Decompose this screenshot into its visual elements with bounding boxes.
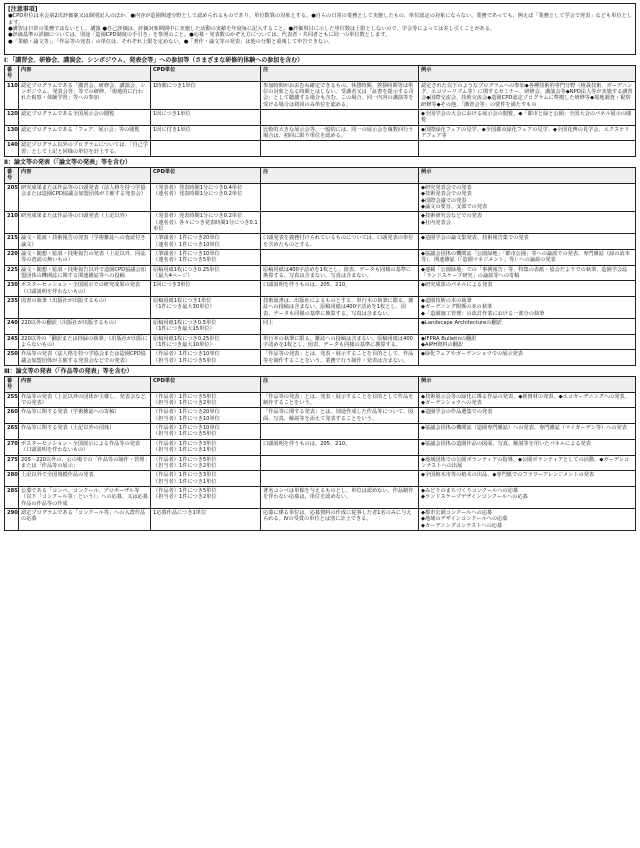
column-header: 注 xyxy=(261,66,419,82)
row-note xyxy=(261,110,419,126)
column-header: 注 xyxy=(261,377,419,393)
row-example: 認定された以下のようなプログラムへの参加◆各種技術的専門分野（植栽技術、ガーデニング、エコツーリズム等）に関するセミナー、研修会、講演会等◆NPO法人等が実施する講習会◆国際交流会、技術交流会◆造園CPD認定プログラムに準拠した研修等◆現地調査・視察研修等◆その他、「講習会等」の要件を満たすもの xyxy=(419,81,636,109)
section-title: Ⅰ：「講習会、研修会、講演会、シンポジウム、発表会等」への参加等（さまざまな研修的体験への参加を含む） xyxy=(4,57,304,64)
row-number: 110 xyxy=(5,81,19,109)
table-header-row xyxy=(5,168,636,184)
row-cpd-units: （筆頭者）1件につき10単位 （連名者）1件につき5単位 xyxy=(151,249,261,265)
row-example: ◆全国学会の大会における展示会の閲覧、◆「都市と緑と公園」全国大会のパネル展示の閲覧 xyxy=(419,110,636,126)
table-row xyxy=(5,471,636,487)
row-content: 認定プログラムである全国展示会の閲覧 xyxy=(19,110,151,126)
notes-line: ●「業績・論文等」、「作品等の発表」の単位は、それぞれ上限を定めない。●「著作・論文等の発表」は他の分類と重複して申告できない。 xyxy=(8,38,334,45)
row-example: ◆協議会団体の機関誌「公園緑地」「都市公園」等への論説での発表、専門雑誌（緑の読本等）、関連雑誌（「造園マネジメント」等）への論説の発表 xyxy=(419,249,636,265)
row-content: ポスターセッション・全国展示による作品等の発表（口頭説明を伴わないもの） xyxy=(19,439,151,455)
table-row xyxy=(5,265,636,281)
row-example: ◆国際緑化フェアの見学、◆全国都市緑化フェアの見学、◆全国花博の見学会、エクステリアフェア等 xyxy=(419,125,636,141)
row-cpd-units: 1時間につき1単位 xyxy=(151,81,261,109)
row-content: 作品等の発表（上記以外の団体が主催し、発表会などでの発表） xyxy=(19,392,151,408)
table-row xyxy=(5,249,636,265)
row-content: 認定プログラム以外のプログラムについては、「自己学習」として上記と同様の単位を計上する。 xyxy=(19,141,151,157)
row-number: 250 xyxy=(5,350,19,366)
row-content: 220以外の「翻訳または抄録の執筆」（出版社が出版によらないもの） xyxy=(19,334,151,350)
row-note: 口頭説明を伴うものは、205、210。 xyxy=(261,439,419,455)
row-content: 論文・総説・技術報告の発表（学術雑誌への査読付き論文） xyxy=(19,234,151,250)
row-cpd-units: （作品者）1件につき3単位 （担当者）1件につき1単位 xyxy=(151,439,261,455)
row-number: 205 xyxy=(5,183,19,211)
row-content: 論文・随想・総説・技術報告の発表（上記以外、同誌等の査読の無いもの） xyxy=(19,249,151,265)
row-cpd-units: 1回につき3単位 xyxy=(151,281,261,297)
row-number: 235 xyxy=(5,296,19,318)
row-number: 255 xyxy=(5,392,19,408)
column-header: 内容 xyxy=(19,66,151,82)
table-row xyxy=(5,439,636,455)
row-note: 著名コンペは単独を与えるものとし、単位は認めない。作品制作を伴わない応募は、単位を認めない。 xyxy=(261,486,419,508)
row-cpd-units: 原稿用紙1枚につき1単位 （1件につき最大30単位） xyxy=(151,296,261,318)
cpd-table xyxy=(4,167,636,366)
row-content: 公募である「コンペ、コンクール、プロポーザル等（以下「コンクール等」という）」への応募、又は応募作品の作品等の作成 xyxy=(19,486,151,508)
row-cpd-units: 原稿用紙1枚につき0.25単位 （1件につき最大10単位） xyxy=(151,334,261,350)
row-note: 「作品等の発表」とは、発表・展示することを目的として、作品等を制作することをいう。業務で行う制作・発表は含まない。 xyxy=(261,350,419,366)
notes-title: [注意事項] xyxy=(8,6,38,13)
column-header: 番号 xyxy=(5,168,19,184)
row-example: ◆全国植木市等の植木の出品、◆専門紙でのフラワーアレンジメントの発表 xyxy=(419,471,636,487)
row-note xyxy=(261,141,419,157)
row-number: 280 xyxy=(5,471,19,487)
row-content: 論文・随想・総説・技術報告以外で造園CPD協議会加盟団体の機関誌に関する関連雑誌等への投稿 xyxy=(19,265,151,281)
table-row xyxy=(5,319,636,335)
row-number: 265 xyxy=(5,424,19,440)
row-content: 研究成果または作品等の口頭発表（法人格を持つ学協会または造園CPD協議会加盟団体が主催する発表会） xyxy=(19,183,151,211)
row-number: 210 xyxy=(5,212,19,234)
table-row xyxy=(5,125,636,141)
row-number: 275 xyxy=(5,455,19,471)
row-cpd-units: 原稿用紙1枚につき0.25単位 （最大4ページ） xyxy=(151,265,261,281)
row-note: 「作品等の発表」とは、発表・展示することを目的として作品を制作することをいう。 xyxy=(261,392,419,408)
row-cpd-units: （作品者）1件につき10単位 （担当者）1件につき5単位 xyxy=(151,350,261,366)
row-example: ◆研究成果のパネルによる発表 xyxy=(419,281,636,297)
document-page xyxy=(4,3,636,842)
row-content: 作品等の発表（法人格を持つ学協会または造園CPD協議会加盟団体が主催する発表会などでの発表） xyxy=(19,350,151,366)
row-number: 260 xyxy=(5,408,19,424)
row-content: 上記以外で全国規模作品の発表 xyxy=(19,471,151,487)
row-note: 参加時間がおおむね確定できるもの。休憩時間、挨拶時間等は単位の対象となる時間とはしない。受講者又は「証書を提示する司会」として聴講する場合も含む。この場合、同一内容の講演等を受ける場合は初回のみ単位を認める。 xyxy=(261,81,419,109)
row-note: 比較的大きな展示会等。一般的には、同一の展示会を複数回行う場合は、初回に限り単位を認める。 xyxy=(261,125,419,141)
row-number: 215 xyxy=(5,234,19,250)
row-example: ◆研究発表会での発表 ◆技術発表会での発表 ◆国際会議での発表 ◆論文の要旨、支部での発表 xyxy=(419,183,636,211)
row-note: 同上 xyxy=(261,319,419,335)
row-cpd-units: （発表者）発表時間1分につき0.2単位 （連名者）各々につき発表時間1分につき0.1単位 xyxy=(151,212,261,234)
row-note: 応募に係る単位は、応募資料の作成に従事した者1名のみに与えられる。Ⅳの受賞の単位とは別に計上できる。 xyxy=(261,508,419,530)
row-note xyxy=(261,212,419,234)
row-example: ◆緑化フェアやガーデンショウでの展示発表 xyxy=(419,350,636,366)
row-cpd-units: （作品者）1件につき5単位 （担当者）1件につき2単位 xyxy=(151,455,261,471)
sections-container xyxy=(4,57,636,531)
row-note xyxy=(261,471,419,487)
row-cpd-units: （作品者）1件につき10単位 （担当者）1件につき5単位 xyxy=(151,424,261,440)
row-example: ◆技術研究会などでの発表 ◆社内発表会 xyxy=(419,212,636,234)
row-example: ◆技術展示会等の緑化に係る作品の発表、◆新資材の発表、◆エコガーデニングへの発表、◆ガーデンショウへの発表 xyxy=(419,392,636,408)
row-note xyxy=(261,455,419,471)
column-header: 番号 xyxy=(5,66,19,82)
column-header: 内容 xyxy=(19,377,151,393)
table-row xyxy=(5,212,636,234)
row-example: ◆IFPRA Bulletinの翻訳 ◆AIPH資料の翻訳 xyxy=(419,334,636,350)
table-row xyxy=(5,455,636,471)
row-number: 130 xyxy=(5,125,19,141)
table-row xyxy=(5,424,636,440)
row-example: ◆協議会団体の機関誌（造園専門雑誌）への発表、専門雑誌（マイガーデン等）への発表 xyxy=(419,424,636,440)
row-number: 230 xyxy=(5,281,19,297)
row-note: 単行本の執筆に限る。雑誌への投稿は含まない。原稿用紙は400字詰めを1枚とし、図表、データも同様の基準に換算する。 xyxy=(261,334,419,350)
row-content: 研究成果または作品等の口頭発表（上記以外） xyxy=(19,212,151,234)
section-title: Ⅱ：論文等の発表（「論文等の発表」等を含む） xyxy=(4,159,131,167)
row-cpd-units: （作品者）1件につき5単位 （担当者）1件につき2単位 xyxy=(151,392,261,408)
row-cpd-units: 1回に付き1単位 xyxy=(151,125,261,141)
notes-box xyxy=(4,3,636,55)
table-row xyxy=(5,350,636,366)
row-note: 口頭発表を義務付けられているものについては、口頭発表の単位を含めたものとする。 xyxy=(261,234,419,250)
row-content: 認定プログラムである「講習会、研修会、講演会、シンポジウム、発表会等」等での研修、「現地的に行われた視察・体験学習」等への参加 xyxy=(19,81,151,109)
row-number: 240 xyxy=(5,319,19,335)
row-note: 「作品等に関する発表」とは、別途作成した作品等について、図面、写真、解説等を添えて発表することをいう。 xyxy=(261,408,419,424)
cpd-table xyxy=(4,65,636,157)
row-number: 220 xyxy=(5,249,19,265)
row-number: 290 xyxy=(5,508,19,530)
column-header: 注 xyxy=(261,168,419,184)
table-header-row xyxy=(5,66,636,82)
row-note xyxy=(261,249,419,265)
row-example: ◆Landscape Architectureの翻訳 xyxy=(419,319,636,335)
column-header: CPD単位 xyxy=(151,168,261,184)
row-content: 図書の執筆（出版社が出版するもの） xyxy=(19,296,151,318)
row-content: 作品等に関する発表（学術雑誌への寄稿） xyxy=(19,408,151,424)
row-cpd-units: （筆頭者）1件につき20単位 （連名者）1件につき10単位 xyxy=(151,234,261,250)
row-content: 認定プログラムである「コンクール等」への入賞作品の応募 xyxy=(19,508,151,530)
row-cpd-units: 1応募作品につき1単位 xyxy=(151,508,261,530)
table-row xyxy=(5,508,636,530)
row-note: 口頭説明を伴うものは、205、210。 xyxy=(261,281,419,297)
row-cpd-units: （作品者）1件につき3単位 （担当者）1件につき1単位 xyxy=(151,471,261,487)
row-example: ◆みどりのまちづくりコンクールへの応募 ◆ランドスケープデザインコンクールへの応募 xyxy=(419,486,636,508)
table-row xyxy=(5,110,636,126)
row-content: 認定プログラムである「フェア、展示会」等の閲覧 xyxy=(19,125,151,141)
table-header-row xyxy=(5,377,636,393)
row-cpd-units: 1回につき1単位 xyxy=(151,110,261,126)
row-number: 285 xyxy=(5,486,19,508)
row-example xyxy=(419,141,636,157)
row-example: ◆協議会団体の造園作品の図面、写真、解説等を用いたパネルによる発表 xyxy=(419,439,636,455)
table-row xyxy=(5,486,636,508)
row-number: 225 xyxy=(5,265,19,281)
column-header: CPD単位 xyxy=(151,377,261,393)
row-content: 作品等に関する発表（上記以外の団体） xyxy=(19,424,151,440)
table-row xyxy=(5,81,636,109)
column-header: 番号 xyxy=(5,377,19,393)
row-example: ◆造園学会の作品選集での発表 xyxy=(419,408,636,424)
row-cpd-units: （作品者）1件につき20単位 （担当者）1件につき10単位 xyxy=(151,408,261,424)
row-cpd-units: 原稿用紙1枚につき0.5単位 （1件につき最大15単位） xyxy=(151,319,261,335)
column-header: CPD単位 xyxy=(151,66,261,82)
row-number: 140 xyxy=(5,141,19,157)
row-cpd-units xyxy=(151,141,261,157)
column-header: 例示 xyxy=(419,168,636,184)
row-cpd-units: （発表者）発表時間1分につき0.4単位 （連名者）発表時間1分につき0.2単位 xyxy=(151,183,261,211)
row-example: ◆都市公園コンクールへの応募 ◆地域のデザインコンクールへの応募 ◆ガーデニングコンテストへの応募 xyxy=(419,508,636,530)
row-content: 205～220以外の、公の場での「作品等の制作・管理」または「作品等の展示」 xyxy=(19,455,151,471)
table-row xyxy=(5,296,636,318)
row-number: 245 xyxy=(5,334,19,350)
row-note: 技術図書は、出版社によるものとする。単行本の執筆に限る。雑誌への投稿は含まない。原稿用紙は400字詰めを1枚とし、図表、データも同様の基準に換算する。写真は含まない。 xyxy=(261,296,419,318)
row-content: ポスターセッション・全国展示での研究成果の発表（口頭説明を伴わないもの） xyxy=(19,281,151,297)
row-content: 220以外の翻訳（出版社が出版するもの） xyxy=(19,319,151,335)
table-row xyxy=(5,281,636,297)
row-example: ◆造園技術の本の執筆 ◆ガーデニング関係の本の執筆 ◆「造園施工管理」の改訂作業における一部分の執筆 xyxy=(419,296,636,318)
notes-line: ●講習は日常の業務ではないとし、講演 ●自己評価は、評価対象期間中に実施した活動の実績を年度毎に記入すること。●評価項目に示した単位数は上限としないので、学会等によっては差し引くことがある。 xyxy=(8,26,496,32)
row-cpd-units: （作品者）1件につき5単位 （担当者）1件につき2単位 xyxy=(151,486,261,508)
table-row xyxy=(5,234,636,250)
table-row xyxy=(5,141,636,157)
notes-line: ●評価基準の詳細については、別途「造園CPD制度の手引き」を参照のこと。●応募・発表数のかぞえ方については、代表者・共同者ともに同一の単位数とします。 xyxy=(8,32,391,39)
row-note: 原稿用紙は400字詰めを1枚とし、図表、データも同様の基準に換算する。写真は含まない。写真は含まない。 xyxy=(261,265,419,281)
row-example: ◆連載「公園緑地」での「事例報告」等、特集の表紙・協会だよりでの執筆、造園学会誌「ランドスケープ研究」の論説等への寄稿 xyxy=(419,265,636,281)
notes-line: ●CPD単位は本会第2次評価案又は個別記入のほか、●内容が造園関連分野として認められるものであり、単位数算の対象とする。●自らの日常の業務として実施したもの、単位認定の対象にならない。業務であっても、例えば「業務として学会で発表」なども単位とします。 xyxy=(8,13,632,26)
row-number: 270 xyxy=(5,439,19,455)
table-row xyxy=(5,392,636,408)
table-row xyxy=(5,334,636,350)
column-header: 例示 xyxy=(419,66,636,82)
cpd-table xyxy=(4,376,636,531)
column-header: 内容 xyxy=(19,168,151,184)
row-note xyxy=(261,183,419,211)
column-header: 例示 xyxy=(419,377,636,393)
section-title: Ⅲ：論文等の発表（「作品等の発表」等を含む） xyxy=(4,368,133,376)
row-example: ◆造園学会の論文集発表、技術報告集での発表 xyxy=(419,234,636,250)
row-example: ◆地域団体での公園ボランティアの指導、◆公園ボランティアとしての活動、◆ガーデンコンテストへの出展 xyxy=(419,455,636,471)
row-number: 120 xyxy=(5,110,19,126)
table-row xyxy=(5,183,636,211)
table-row xyxy=(5,408,636,424)
row-note xyxy=(261,424,419,440)
